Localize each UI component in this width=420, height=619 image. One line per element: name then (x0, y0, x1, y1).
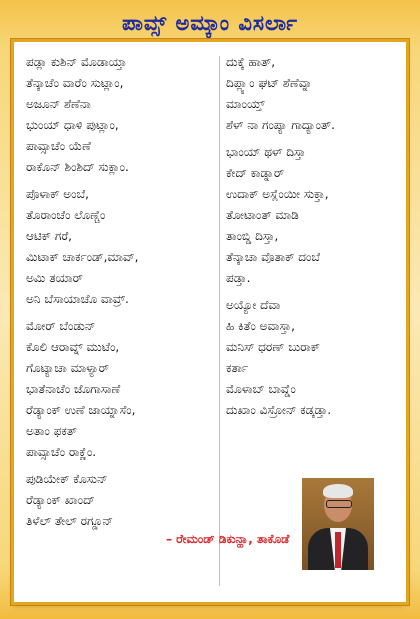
poem-line: ಅತಾಂ ಫಕತ್ (26, 424, 77, 438)
poem-line: ಗೊಟ್ಯಾಚಾ ಮಾಳ್ಯಾರ್ (26, 361, 109, 375)
photo-hair (323, 484, 353, 498)
poem-line: ದುಕ್ಕೆ ಹಾತ್, (226, 55, 276, 69)
photo-glasses (326, 500, 352, 508)
poem-line: ಭುಂಯ್ ಧಾಳಿ ಪುಟ್ಲಾಂ, (26, 118, 119, 132)
poem-line: ರೆಡ್ಯಾಂಕ್ ಉಣೆ ಜಾಯ್ನಾಸೆಂ, (26, 403, 136, 417)
poem-line: ಮೋರ್ ಬೆಂಡುನ್ (26, 319, 96, 333)
poem-line: ಮನಿಸ್ ಧರಣ್ ಬುರಾಕ್ (226, 340, 321, 354)
poem-line: ಪುಡಿಯೇಕ್ ಕೊಸುನ್ (26, 472, 108, 486)
poem-line: ಉದಾಕ್ ಅಸ್ಲೆಂಯೀ ಸುಕ್ತಾ, (226, 187, 329, 201)
poem-line: ಮಿಟಾಕ್ ಚಾರ್ಕಂಡ್,ಮಾವ್, (26, 250, 139, 264)
poem-line: ರಾಕೊನ್ ಶಿಂಶಿದ್ ಸುಕ್ಲಾಂ. (26, 160, 129, 174)
poem-line: ಅಮಿ ತಯಾರ್ (26, 271, 83, 285)
poem-line: ದಿಪ್ಲ್ಯಾಂ ಘಟ್ ಶೆಣೆವ್ನಾ (226, 76, 313, 90)
poem-line: ಪಡ್ಲಾ ಕುಶಿನ್ ಮೊಡಾಯ್ತಾ (26, 55, 127, 69)
poem-card (14, 42, 406, 602)
poem-line: ತೆನ್ಕಾಚೆಂ ವಾರೆಂ ಸುಟ್ಲಾಂ, (26, 76, 124, 90)
poem-line: ಕರ್ತಾ (226, 361, 249, 375)
author-signature: – ರೇಮಂಡ್ ಡಿಕುನ್ಹಾ, ತಾಕೊಡೆ (166, 532, 290, 546)
poem-line: ಭಾತೆನಾಚೆಂ ಜೊಗಾಸಾಣೆ (26, 382, 121, 396)
poem-line: ತಿಳೆಲ್ ತೇಲ್ ರಗ್ಡೂನ್ (26, 514, 114, 528)
poem-line: ಪಡ್ತಾ. (226, 271, 251, 285)
poem-line: ಮಾಂಯ್ತ್ (226, 97, 265, 111)
poem-line: ಪೊಳಾಕ್ ಅಂಬೆ, (26, 187, 89, 201)
poem-line: ಪಾವ್ಸಾಚೆಂ ಯೆಣೆ (26, 139, 91, 153)
poem-line: ಅಯ್ಯೋ ದೆವಾ (226, 298, 281, 312)
poem-right-column (226, 52, 400, 421)
poem-left-column (26, 52, 214, 532)
poem-line: ತೊರಾಂಚೆಂ ಲೊಣ್ಚೆಂ (26, 208, 106, 222)
poem-line: ಅಜೂನ್ ಶೆಣೆನಾ (26, 97, 91, 111)
poem-line: ಕೊಲಿ ಆರಾವ್ನ್ ಮುಟೆಂ, (26, 340, 120, 354)
poem-line: ಕೇದ್ ಕಾಡ್ನಾರ್ (226, 166, 285, 180)
column-divider (219, 56, 220, 586)
poem-title: ಪಾವ್ಸ್ ಅಮ್ಕಾಂ ವಿಸರ್ಲಾ (122, 11, 298, 35)
poem-line: ಪಾವ್ಸಾಚೆಂ ರಾಕ್ಣೆಂ. (26, 445, 97, 459)
poem-line: ತೋಟಾಂತ್ ಮಾಡಿ (226, 208, 299, 222)
poem-line: ಮೊಳಾಬ್ ಬಾವ್ಡೆಂ (226, 382, 296, 396)
poem-line: ದುಖಾಂ ವಿಸ್ರೋನ್ ಕಡ್ಕಡ್ತಾ. (226, 403, 332, 417)
poem-line: ಅನಿ ಬೆಸಾಯಾಚೊ ವಾವ್ರ್. (26, 292, 129, 306)
poem-line: ತಾಂಬ್ಡಿ ದಿಸ್ತಾ, (226, 229, 279, 243)
poem-line: ಶೆಳ್ ನಾ ಗಂಪ್ಯಾ ಗಾದ್ಯಾಂತ್. (226, 118, 335, 132)
poem-line: ಹಿ ಕಿತೆಂ ಅವಾಸ್ತಾ, (226, 319, 295, 333)
author-photo (302, 478, 374, 570)
poem-line: ರೆಡ್ಯಾಂಕ್ ಖಾಂದ್ (26, 493, 95, 507)
poem-line: ತೆನ್ಕಾಚಾ ವೊತಾಕ್ ದಂಬೆ (226, 250, 320, 264)
poem-line: ಭಾಂಯ್ ಥಳ್ ದಿಸ್ತಾ (226, 145, 306, 159)
poem-line: ಆಟಿಕ್ ಗರೆ, (26, 229, 72, 243)
